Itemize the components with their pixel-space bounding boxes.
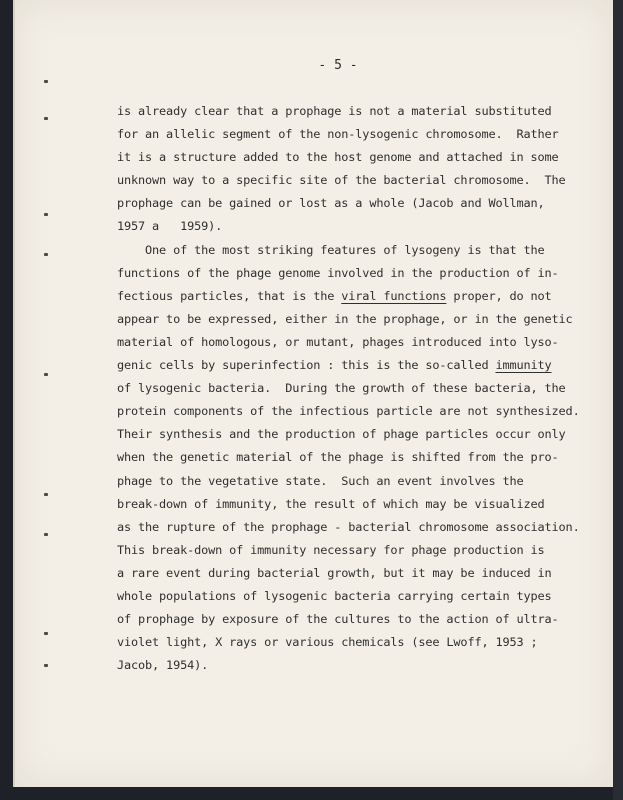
punch-mark xyxy=(44,632,48,635)
text-segment: genic cells by superinfection : this is the so-called xyxy=(117,358,496,373)
text-line: protein components of the infectious particle are not synthesized. xyxy=(117,404,580,419)
text-line xyxy=(117,285,607,308)
text-line: unknown way to a specific site of the bacterial chromosome. The xyxy=(117,173,566,188)
text-line: functions of the phage genome involved in the production of in- xyxy=(117,265,559,280)
text-line: One of the most striking features of lysogeny is that the xyxy=(117,242,545,257)
text-line: it is a structure added to the host genome and attached in some xyxy=(117,150,559,165)
paper-left-edge xyxy=(13,0,15,787)
text-line: violet light, X rays or various chemicals (see Lwoff, 1953 ; xyxy=(117,635,538,650)
punch-mark xyxy=(44,533,48,536)
text-line: appear to be expressed, either in the prophage, or in the genetic xyxy=(117,311,573,326)
underlined-term-immunity: immunity xyxy=(495,358,552,373)
punch-mark xyxy=(44,80,48,83)
text-line: break-down of immunity, the result of which may be visualized xyxy=(117,496,545,511)
punch-mark xyxy=(44,253,48,256)
text-line: for an allelic segment of the non-lysogenic chromosome. Rather xyxy=(117,127,559,142)
text-line: a rare event during bacterial growth, but it may be induced in xyxy=(117,565,552,580)
text-line: prophage can be gained or lost as a whole (Jacob and Wollman, xyxy=(117,196,545,211)
text-line: 1957 a 1959). xyxy=(117,219,223,234)
text-line: whole populations of lysogenic bacteria carrying certain types xyxy=(117,588,552,603)
underlined-term-viral-functions: viral functions xyxy=(341,288,447,303)
punch-mark xyxy=(44,493,48,496)
text-line: of lysogenic bacteria. During the growth of these bacteria, the xyxy=(117,381,566,396)
text-segment: proper, do not xyxy=(446,288,552,303)
text-segment: fectious particles, that is the xyxy=(117,288,342,303)
punch-mark xyxy=(44,373,48,376)
text-line: when the genetic material of the phage is shifted from the pro- xyxy=(117,450,559,465)
text-line: is already clear that a prophage is not a material substituted xyxy=(117,104,552,118)
punch-mark xyxy=(44,213,48,216)
typed-text-body xyxy=(117,100,607,677)
text-line: as the rupture of the prophage - bacterial chromosome association. xyxy=(117,519,580,534)
paper-sheet xyxy=(13,0,613,787)
text-line: material of homologous, or mutant, phages introduced into lyso- xyxy=(117,334,559,349)
page-number: - 5 - xyxy=(318,58,358,73)
text-line: of prophage by exposure of the cultures to the action of ultra- xyxy=(117,612,559,627)
scanner-background-strip xyxy=(613,0,623,800)
text-line: Their synthesis and the production of phage particles occur only xyxy=(117,427,566,442)
punch-mark xyxy=(44,117,48,120)
text-line xyxy=(117,354,607,377)
text-line: This break-down of immunity necessary for phage production is xyxy=(117,542,545,557)
punch-mark xyxy=(44,664,48,667)
text-line: phage to the vegetative state. Such an event involves the xyxy=(117,473,524,488)
text-line: Jacob, 1954). xyxy=(117,658,209,673)
